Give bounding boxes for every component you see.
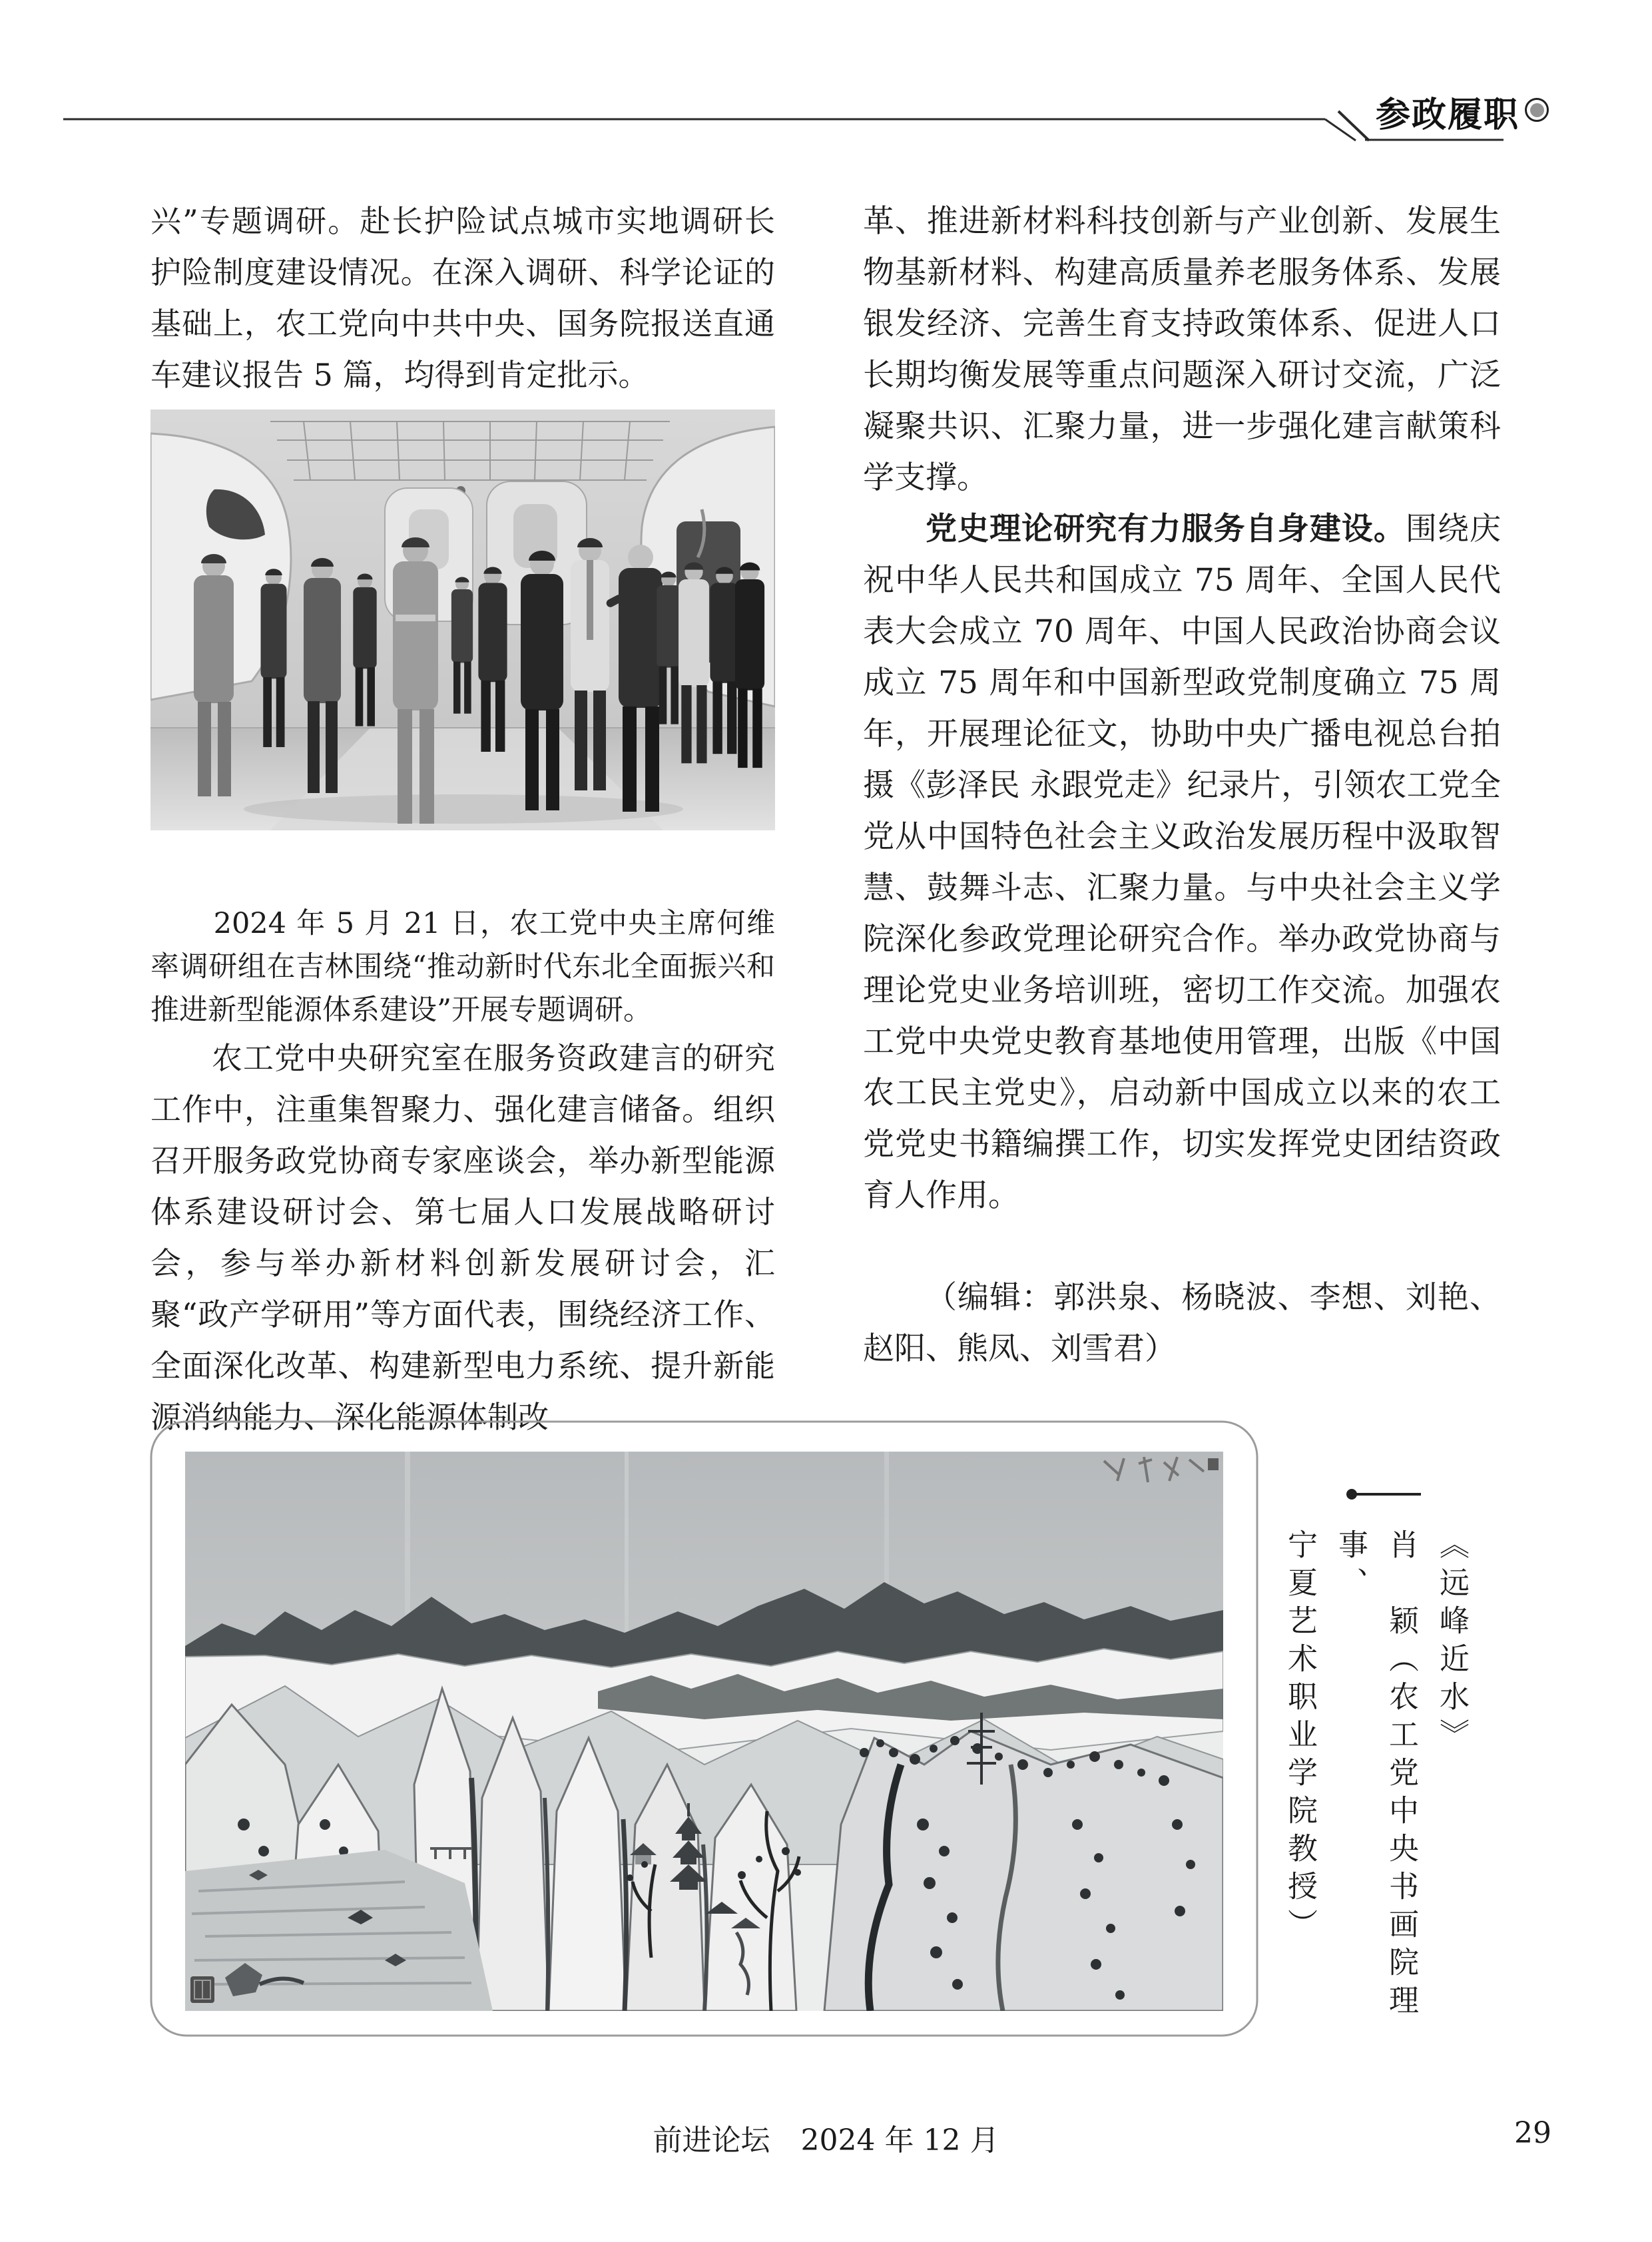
section-bullet-icon xyxy=(1525,98,1549,122)
body-paragraph: 革、推进新材料科技创新与产业创新、发展生物基新材料、构建高质量养老服务体系、发展银发经济、完善生育支持政策体系、促进人口长期均衡发展等重点问题深入研讨交流，广泛凝聚共识、汇聚力量，进一步强化建言献策科学支撑。 xyxy=(863,203,1501,496)
paragraph-body: 围绕庆祝中华人民共和国成立 75 周年、全国人民代表大会成立 70 周年、中国人民政治协商会议成立 75 周年和中国新型政党制度确立 75 周年，开展理论征文，协助中央广播电视总台拍摄《彭泽民 永跟党走》纪录片，引领农工党全党从中国特色社会主义政治发展历程中汲取智慧、鼓舞斗志、汇聚力量。与中央社会主义学院深化参政党理论研究合作。举办政党协商与理论党史业务培训班，密切工作交流。加强农工党中央党史教育基地使用管理，出版《中国农工民主党史》，启动新中国成立以来的农工党党史书籍编撰工作，切实发挥党史团结资政育人作用。 xyxy=(863,511,1502,1214)
painting-artist-affiliation: 宁夏艺术职业学院教授） xyxy=(1282,1529,1318,1946)
journal-name: 前进论坛 xyxy=(653,2123,770,2157)
news-photo xyxy=(150,410,775,830)
factory-visit-photo xyxy=(150,410,775,830)
footer xyxy=(0,2116,1652,2159)
issue-date: 2024 年 12 月 xyxy=(800,2123,999,2157)
colophon-rule-icon xyxy=(1332,1484,1445,1505)
body-paragraph: 农工党中央研究室在服务资政建言的研究工作中，注重集智聚力、强化建言储备。组织召开服务政党协商专家座谈会，举办新型能源体系建设研讨会、第七届人口发展战略研讨会，参与举办新材料创新发展研讨会，汇聚“政产学研用”等方面代表，围绕经济工作、全面深化改革、构建新型电力系统、提升新能源消纳能力、深化能源体制改 xyxy=(150,1040,775,1435)
artist-seal xyxy=(190,1976,214,2003)
page-number: 29 xyxy=(1514,2116,1551,2150)
right-column xyxy=(863,196,1501,1374)
left-column xyxy=(150,196,775,401)
painting-artist: 肖 颖（农工党中央书画院理事、 xyxy=(1333,1529,1419,2022)
paragraph-lead: 党史理论研究有力服务自身建设。 xyxy=(926,511,1406,547)
section-title: 参政履职 xyxy=(1376,95,1520,135)
body-paragraph xyxy=(863,503,1501,1221)
editors-line: （编辑：郭洪泉、杨晓波、李想、刘艳、赵阳、熊凤、刘雪君） xyxy=(863,1279,1501,1367)
painting-title: 《远峰近水》 xyxy=(1434,1529,1470,1757)
body-paragraph: 兴”专题调研。赴长护险试点城市实地调研长护险制度建设情况。在深入调研、科学论证的基础上，农工党向中共中央、国务院报送直通车建议报告 5 篇，均得到肯定批示。 xyxy=(150,203,775,393)
painting-colophon xyxy=(1282,1529,1477,2062)
ink-landscape-painting xyxy=(185,1452,1223,2011)
photo-caption: 2024 年 5 月 21 日，农工党中央主席何维率调研组在吉林围绕“推动新时代东北全面振兴和推进新型能源体系建设”开展专题调研。 xyxy=(150,907,775,1027)
